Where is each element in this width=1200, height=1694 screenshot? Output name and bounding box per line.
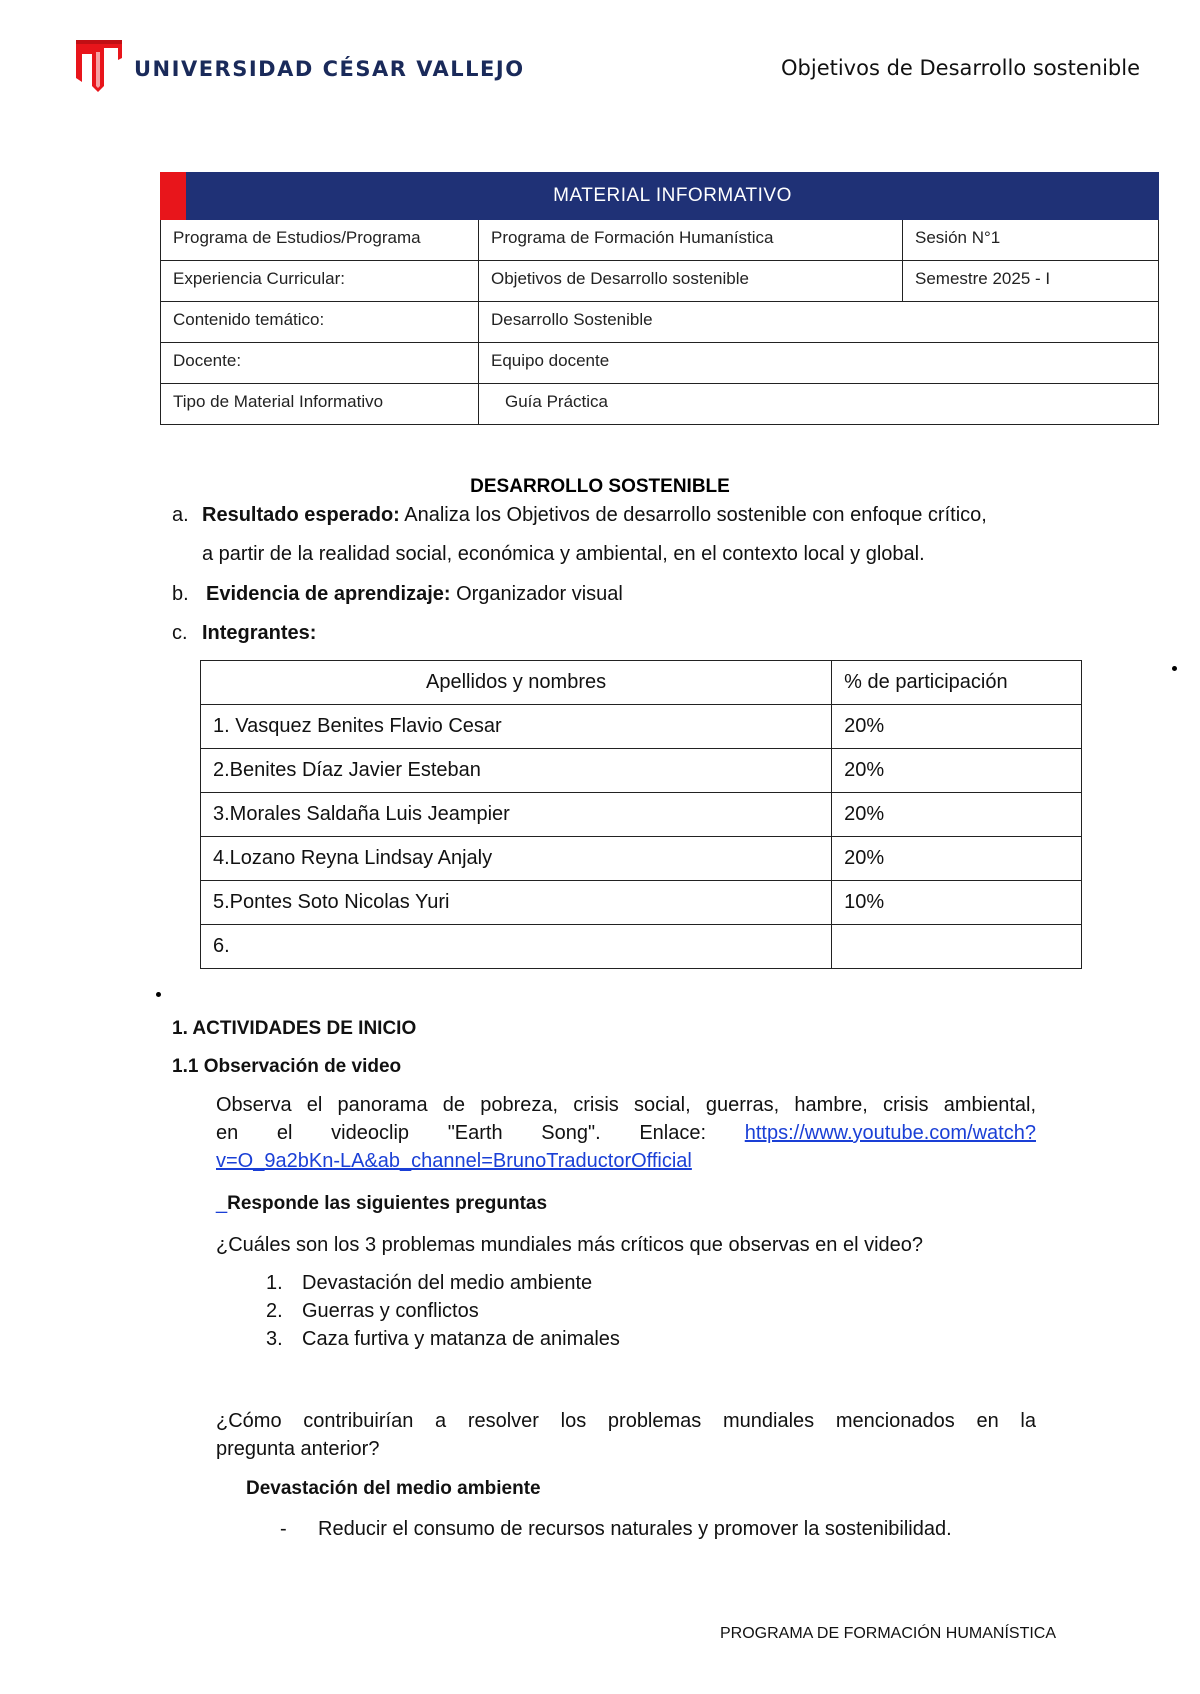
members-label: Integrantes: xyxy=(202,622,317,644)
item-c-marker: c. xyxy=(172,622,188,644)
stray-bullet-dot xyxy=(156,992,161,997)
material-row-label: Programa de Estudios/Programa xyxy=(160,220,478,260)
activities-heading: 1. ACTIVIDADES DE INICIO xyxy=(172,1018,417,1039)
video-observation-heading: 1.1 Observación de video xyxy=(172,1056,402,1077)
item-a-marker: a. xyxy=(172,504,189,526)
video-link-continuation xyxy=(216,1150,692,1173)
participant-percentage: 20% xyxy=(832,705,1082,749)
video-intro-line-1: Observa el panorama de pobreza, crisis social, guerras, hambre, crisis ambiental, xyxy=(216,1094,1036,1116)
material-info-header xyxy=(160,172,1159,220)
material-row-label: Tipo de Material Informativo xyxy=(160,384,478,424)
participants-header-row xyxy=(201,661,1082,705)
participants-table xyxy=(200,660,1082,969)
material-row-extra: Sesión N°1 xyxy=(902,220,1159,260)
answer-heading: Devastación del medio ambiente xyxy=(246,1478,541,1499)
material-row-value: Desarrollo Sostenible xyxy=(478,302,1159,342)
material-row-label: Experiencia Curricular: xyxy=(160,261,478,301)
participant-percentage: 20% xyxy=(832,749,1082,793)
item-a-line-1 xyxy=(202,504,987,527)
participant-name: 3.Morales Saldaña Luis Jeampier xyxy=(201,793,832,837)
answer-item: Reducir el consumo de recursos naturales y promover la sostenibilidad. xyxy=(318,1518,952,1540)
video-intro-line-2 xyxy=(216,1122,1036,1145)
university-logo xyxy=(74,38,525,98)
participant-percentage: 20% xyxy=(832,793,1082,837)
table-row xyxy=(201,749,1082,793)
respond-marker: _ xyxy=(216,1192,228,1214)
table-row xyxy=(201,925,1082,969)
participant-name: 6. xyxy=(201,925,832,969)
participant-percentage xyxy=(832,925,1082,969)
item-a-line-2: a partir de la realidad social, económica y ambiental, en el contexto local y global. xyxy=(202,543,925,565)
stray-bullet-dot xyxy=(1172,666,1177,671)
respond-label: Responde las siguientes preguntas xyxy=(227,1193,548,1214)
material-row-label: Docente: xyxy=(160,343,478,383)
participant-percentage: 20% xyxy=(832,837,1082,881)
material-row-docente xyxy=(160,343,1159,384)
problem-number: 2. xyxy=(266,1300,283,1322)
material-row-contenido xyxy=(160,302,1159,343)
participant-percentage: 10% xyxy=(832,881,1082,925)
section-title: DESARROLLO SOSTENIBLE xyxy=(470,476,730,497)
material-row-value: Guía Práctica xyxy=(478,384,1159,424)
problem-number: 1. xyxy=(266,1272,283,1294)
problem-text: Caza furtiva y matanza de animales xyxy=(302,1328,620,1350)
material-row-value: Objetivos de Desarrollo sostenible xyxy=(478,261,902,301)
participant-name: 1. Vasquez Benites Flavio Cesar xyxy=(201,705,832,749)
video-link[interactable]: https://www.youtube.com/watch? xyxy=(744,1122,1036,1144)
material-row-tipo xyxy=(160,384,1159,425)
participant-name: 5.Pontes Soto Nicolas Yuri xyxy=(201,881,832,925)
page-footer: PROGRAMA DE FORMACIÓN HUMANÍSTICA xyxy=(720,1625,1057,1642)
participant-name: 4.Lozano Reyna Lindsay Anjaly xyxy=(201,837,832,881)
video-intro-text: en el videoclip "Earth Song". Enlace: xyxy=(216,1122,707,1144)
material-info-title: MATERIAL INFORMATIVO xyxy=(553,185,792,206)
column-header-percentage: % de participación xyxy=(832,661,1082,705)
material-row-extra: Semestre 2025 - I xyxy=(902,261,1159,301)
question-1: ¿Cuáles son los 3 problemas mundiales más críticos que observas en el video? xyxy=(216,1234,924,1256)
material-row-experiencia xyxy=(160,261,1159,302)
item-b-line xyxy=(206,583,623,606)
question-2-line-2: pregunta anterior? xyxy=(216,1438,380,1460)
answer-dash: - xyxy=(280,1518,287,1540)
participant-name: 2.Benites Díaz Javier Esteban xyxy=(201,749,832,793)
table-row xyxy=(201,837,1082,881)
question-2-line-1: ¿Cómo contribuirían a resolver los problemas mundiales mencionados en la xyxy=(216,1410,1036,1432)
column-header-name: Apellidos y nombres xyxy=(201,661,832,705)
problem-number: 3. xyxy=(266,1328,283,1350)
table-row xyxy=(201,793,1082,837)
material-row-label: Contenido temático: xyxy=(160,302,478,342)
material-row-value: Equipo docente xyxy=(478,343,1159,383)
university-shield-icon xyxy=(74,38,124,94)
respond-heading xyxy=(216,1192,547,1215)
document-header-title: Objetivos de Desarrollo sostenible xyxy=(781,56,1140,80)
material-row-programa xyxy=(160,220,1159,261)
problem-text: Devastación del medio ambiente xyxy=(302,1272,593,1294)
evidence-label: Evidencia de aprendizaje: xyxy=(206,583,451,605)
video-link-part-2[interactable]: v=O_9a2bKn-LA&ab_channel=BrunoTraductorOfficial xyxy=(216,1150,692,1172)
item-b-marker: b. xyxy=(172,583,189,605)
university-name: UNIVERSIDAD CÉSAR VALLEJO xyxy=(134,57,525,81)
table-row xyxy=(201,705,1082,749)
expected-result-label: Resultado esperado: xyxy=(202,504,400,526)
problem-text: Guerras y conflictos xyxy=(302,1300,479,1322)
expected-result-text: Analiza los Objetivos de desarrollo sostenible con enfoque crítico, xyxy=(399,504,987,526)
evidence-text: Organizador visual xyxy=(450,583,623,605)
material-row-value: Programa de Formación Humanística xyxy=(478,220,902,260)
header-red-accent xyxy=(160,172,186,220)
table-row xyxy=(201,881,1082,925)
